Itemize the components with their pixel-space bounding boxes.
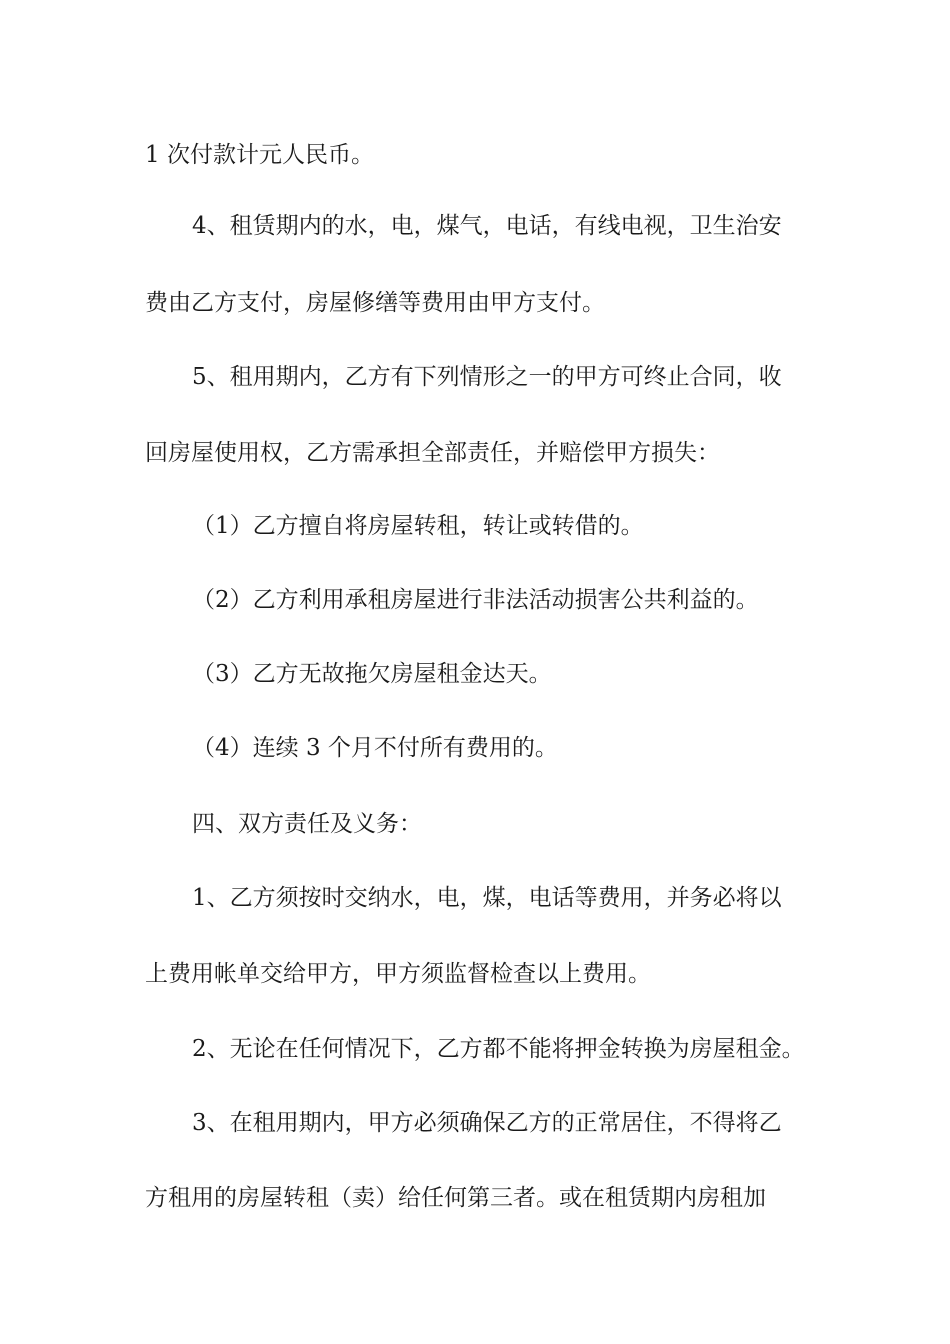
clause-4-line: 4、租赁期内的水，电，煤气，电话，有线电视，卫生治安 xyxy=(192,213,782,239)
duty-2-line: 2、无论在任何情况下，乙方都不能将押金转换为房屋租金。 xyxy=(192,1036,805,1062)
clause-5-line: 5、租用期内，乙方有下列情形之一的甲方可终止合同，收 xyxy=(192,364,782,390)
text-line: 上费用帐单交给甲方，甲方须监督检查以上费用。 xyxy=(145,961,651,987)
text-line: 方租用的房屋转租（卖）给任何第三者。或在租赁期内房租加 xyxy=(145,1185,766,1211)
section-heading: 四、双方责任及义务： xyxy=(192,811,422,837)
duty-3-line: 3、在租用期内，甲方必须确保乙方的正常居住，不得将乙 xyxy=(192,1110,782,1136)
sub-item-2: （2）乙方利用承租房屋进行非法活动损害公共利益的。 xyxy=(192,587,759,613)
sub-item-3: （3）乙方无故拖欠房屋租金达天。 xyxy=(192,661,552,687)
text-line: 费由乙方支付，房屋修缮等费用由甲方支付。 xyxy=(145,290,605,316)
text-line: 1 次付款计元人民币。 xyxy=(145,142,374,168)
sub-item-1: （1）乙方擅自将房屋转租，转让或转借的。 xyxy=(192,513,644,539)
duty-1-line: 1、乙方须按时交纳水，电，煤，电话等费用，并务必将以 xyxy=(192,885,782,911)
text-line: 回房屋使用权，乙方需承担全部责任，并赔偿甲方损失： xyxy=(145,440,720,466)
sub-item-4: （4）连续 3 个月不付所有费用的。 xyxy=(192,735,558,761)
